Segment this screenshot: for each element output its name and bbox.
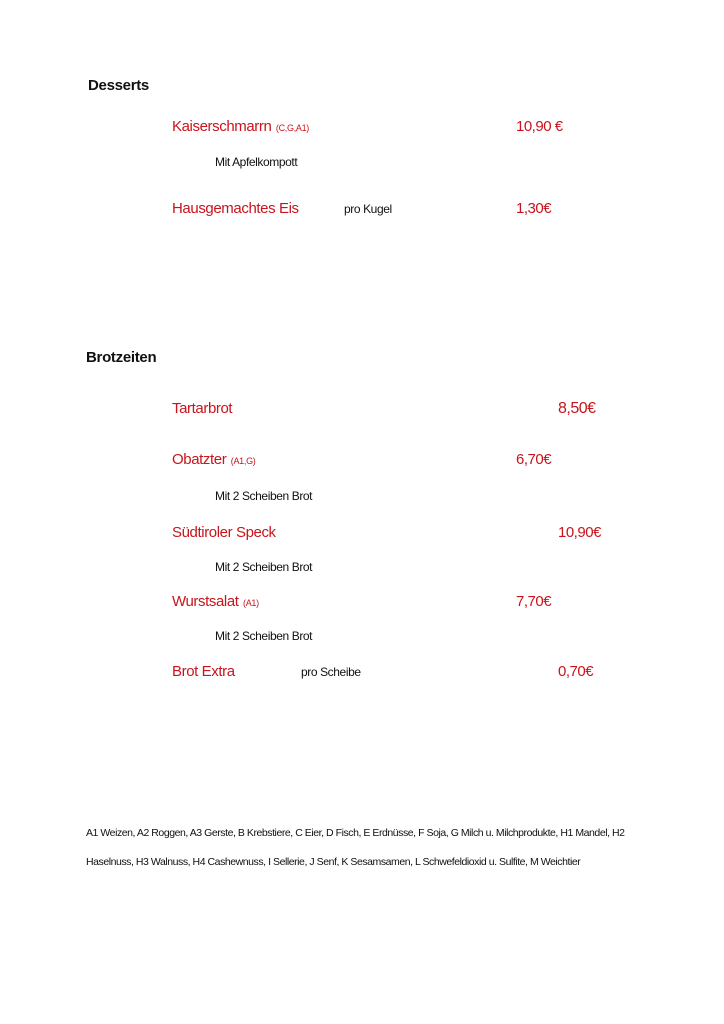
allergen-legend-line-1: A1 Weizen, A2 Roggen, A3 Gerste, B Krebstiere, C Eier, D Fisch, E Erdnüsse, F Soja, G Milch u. Milchprodukte, H1 Mandel, H2 [86,827,625,839]
menu-item-obatzter [172,451,256,469]
item-allergens: (A1) [243,598,259,608]
item-price: 7,70€ [516,593,552,610]
item-description: Mit Apfelkompott [215,155,298,169]
item-allergens: (C,G,A1) [275,123,309,133]
item-name: Wurstsalat [172,593,239,610]
item-note: pro Kugel [344,202,392,216]
item-description: Mit 2 Scheiben Brot [215,629,313,643]
menu-item-tartarbrot: Tartarbrot [172,400,233,417]
item-note: pro Scheibe [301,665,361,679]
item-description: Mit 2 Scheiben Brot [215,489,313,503]
section-heading-desserts: Desserts [88,77,149,94]
section-heading-brotzeiten: Brotzeiten [86,349,157,366]
item-price: 6,70€ [516,451,552,468]
item-price: 0,70€ [558,663,594,680]
item-price: 1,30€ [516,200,552,217]
menu-item-suedtiroler-speck: Südtiroler Speck [172,524,276,541]
item-price: 10,90€ [558,524,601,541]
item-description: Mit 2 Scheiben Brot [215,560,313,574]
menu-item-wurstsalat [172,593,259,611]
item-name: Kaiserschmarrn [172,118,272,135]
item-price: 10,90 € [516,118,563,135]
allergen-legend-line-2: Haselnuss, H3 Walnuss, H4 Cashewnuss, I Sellerie, J Senf, K Sesamsamen, L Schwefeldioxid u. Sulfite, M Weichtier [86,856,581,868]
menu-item-hausgemachtes-eis: Hausgemachtes Eis [172,200,299,217]
menu-item-brot-extra: Brot Extra [172,663,235,680]
item-name: Obatzter [172,451,227,468]
item-price: 8,50€ [558,400,596,417]
item-allergens: (A1,G) [230,456,256,466]
menu-item-kaiserschmarrn [172,118,309,136]
